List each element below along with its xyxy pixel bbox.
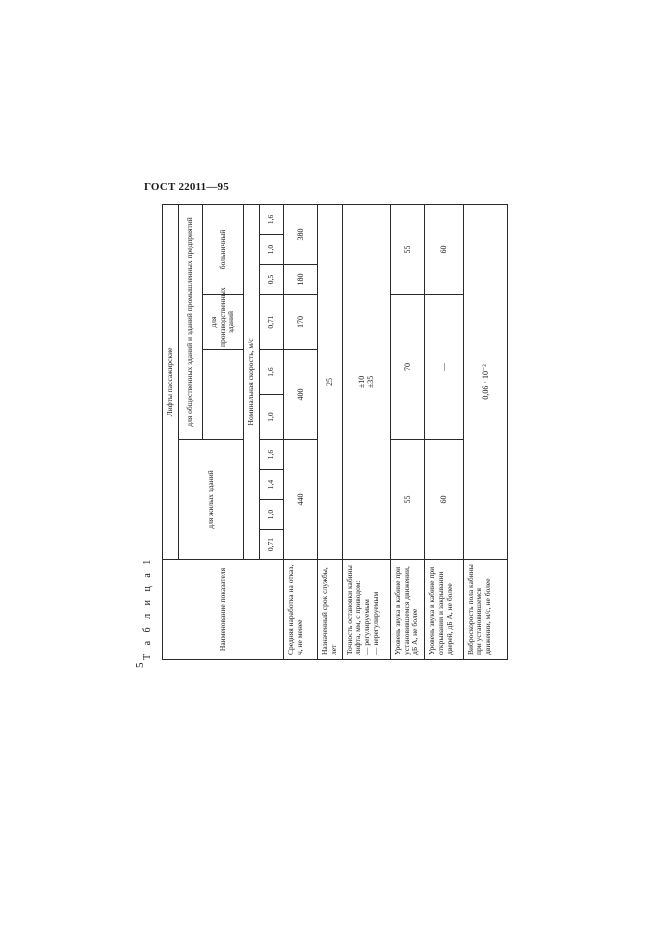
header-speed: Номинальная скорость, м/с	[243, 204, 259, 559]
header-industrial: для производственных зданий	[203, 295, 243, 350]
page-header: ГОСТ 22011—95	[144, 181, 229, 193]
row-name: Точность остановки кабины лифта, мм, с приводом: — регулируемым — нерегулируемым	[342, 560, 390, 660]
speed-cell: 1,6	[259, 350, 283, 395]
header-indicator: Наименование показателя	[163, 560, 284, 660]
row-value: 380	[283, 204, 317, 264]
table-row	[318, 204, 342, 659]
table-row	[425, 204, 463, 659]
row-name: Виброскорость пола кабины при установившемся движении, м/с, не более	[463, 560, 507, 660]
speed-cell: 1,0	[259, 235, 283, 265]
header-public-industrial: для общественных зданий и зданий промышленных предприятий	[179, 204, 203, 439]
row-name: Средняя наработка на отказ, ч, не менее	[283, 560, 317, 660]
speed-cell: 0,71	[259, 295, 283, 350]
row-value: 440	[283, 440, 317, 560]
speed-cell: 1,4	[259, 470, 283, 500]
row-name: Уровень звука в кабине при открывании и закрывании дверей, дБ А, не более	[425, 560, 463, 660]
row-value: 55	[391, 440, 425, 560]
header-hospital: больничный	[203, 204, 243, 294]
row-value: 60	[425, 204, 463, 294]
row-value: 0,06 · 10⁻²	[463, 204, 507, 559]
row-value: 60	[425, 440, 463, 560]
row-value: ±10 ±35	[342, 204, 390, 559]
specification-table	[162, 204, 508, 660]
row-value: 400	[283, 350, 317, 440]
table-row	[463, 204, 507, 659]
row-value: 170	[283, 295, 317, 350]
speed-cell: 0,71	[259, 530, 283, 560]
speed-cell: 0,5	[259, 265, 283, 295]
speed-cell: 1,0	[259, 500, 283, 530]
row-value: 25	[318, 204, 342, 559]
row-value: 55	[391, 204, 425, 294]
header-group: Лифты пассажирские	[163, 204, 179, 559]
header-residential: для жилых зданий	[179, 440, 244, 560]
row-name: Назначенный срок службы, лет	[318, 560, 342, 660]
row-value: 180	[283, 265, 317, 295]
row-name: Уровень звука в кабине при установившемся движении, дБ А, не более	[391, 560, 425, 660]
speed-cell: 1,0	[259, 395, 283, 440]
table-caption: Т а б л и ц а 1	[142, 556, 153, 660]
table-row	[283, 204, 317, 659]
table-row	[391, 204, 425, 659]
table-row	[342, 204, 390, 659]
row-value: 70	[391, 295, 425, 440]
speed-cell: 1,6	[259, 204, 283, 234]
header-public-blank	[203, 350, 243, 440]
page-number: 5	[134, 662, 146, 668]
rotated-table-area	[142, 205, 508, 660]
speed-cell: 1,6	[259, 440, 283, 470]
row-value: —	[425, 295, 463, 440]
